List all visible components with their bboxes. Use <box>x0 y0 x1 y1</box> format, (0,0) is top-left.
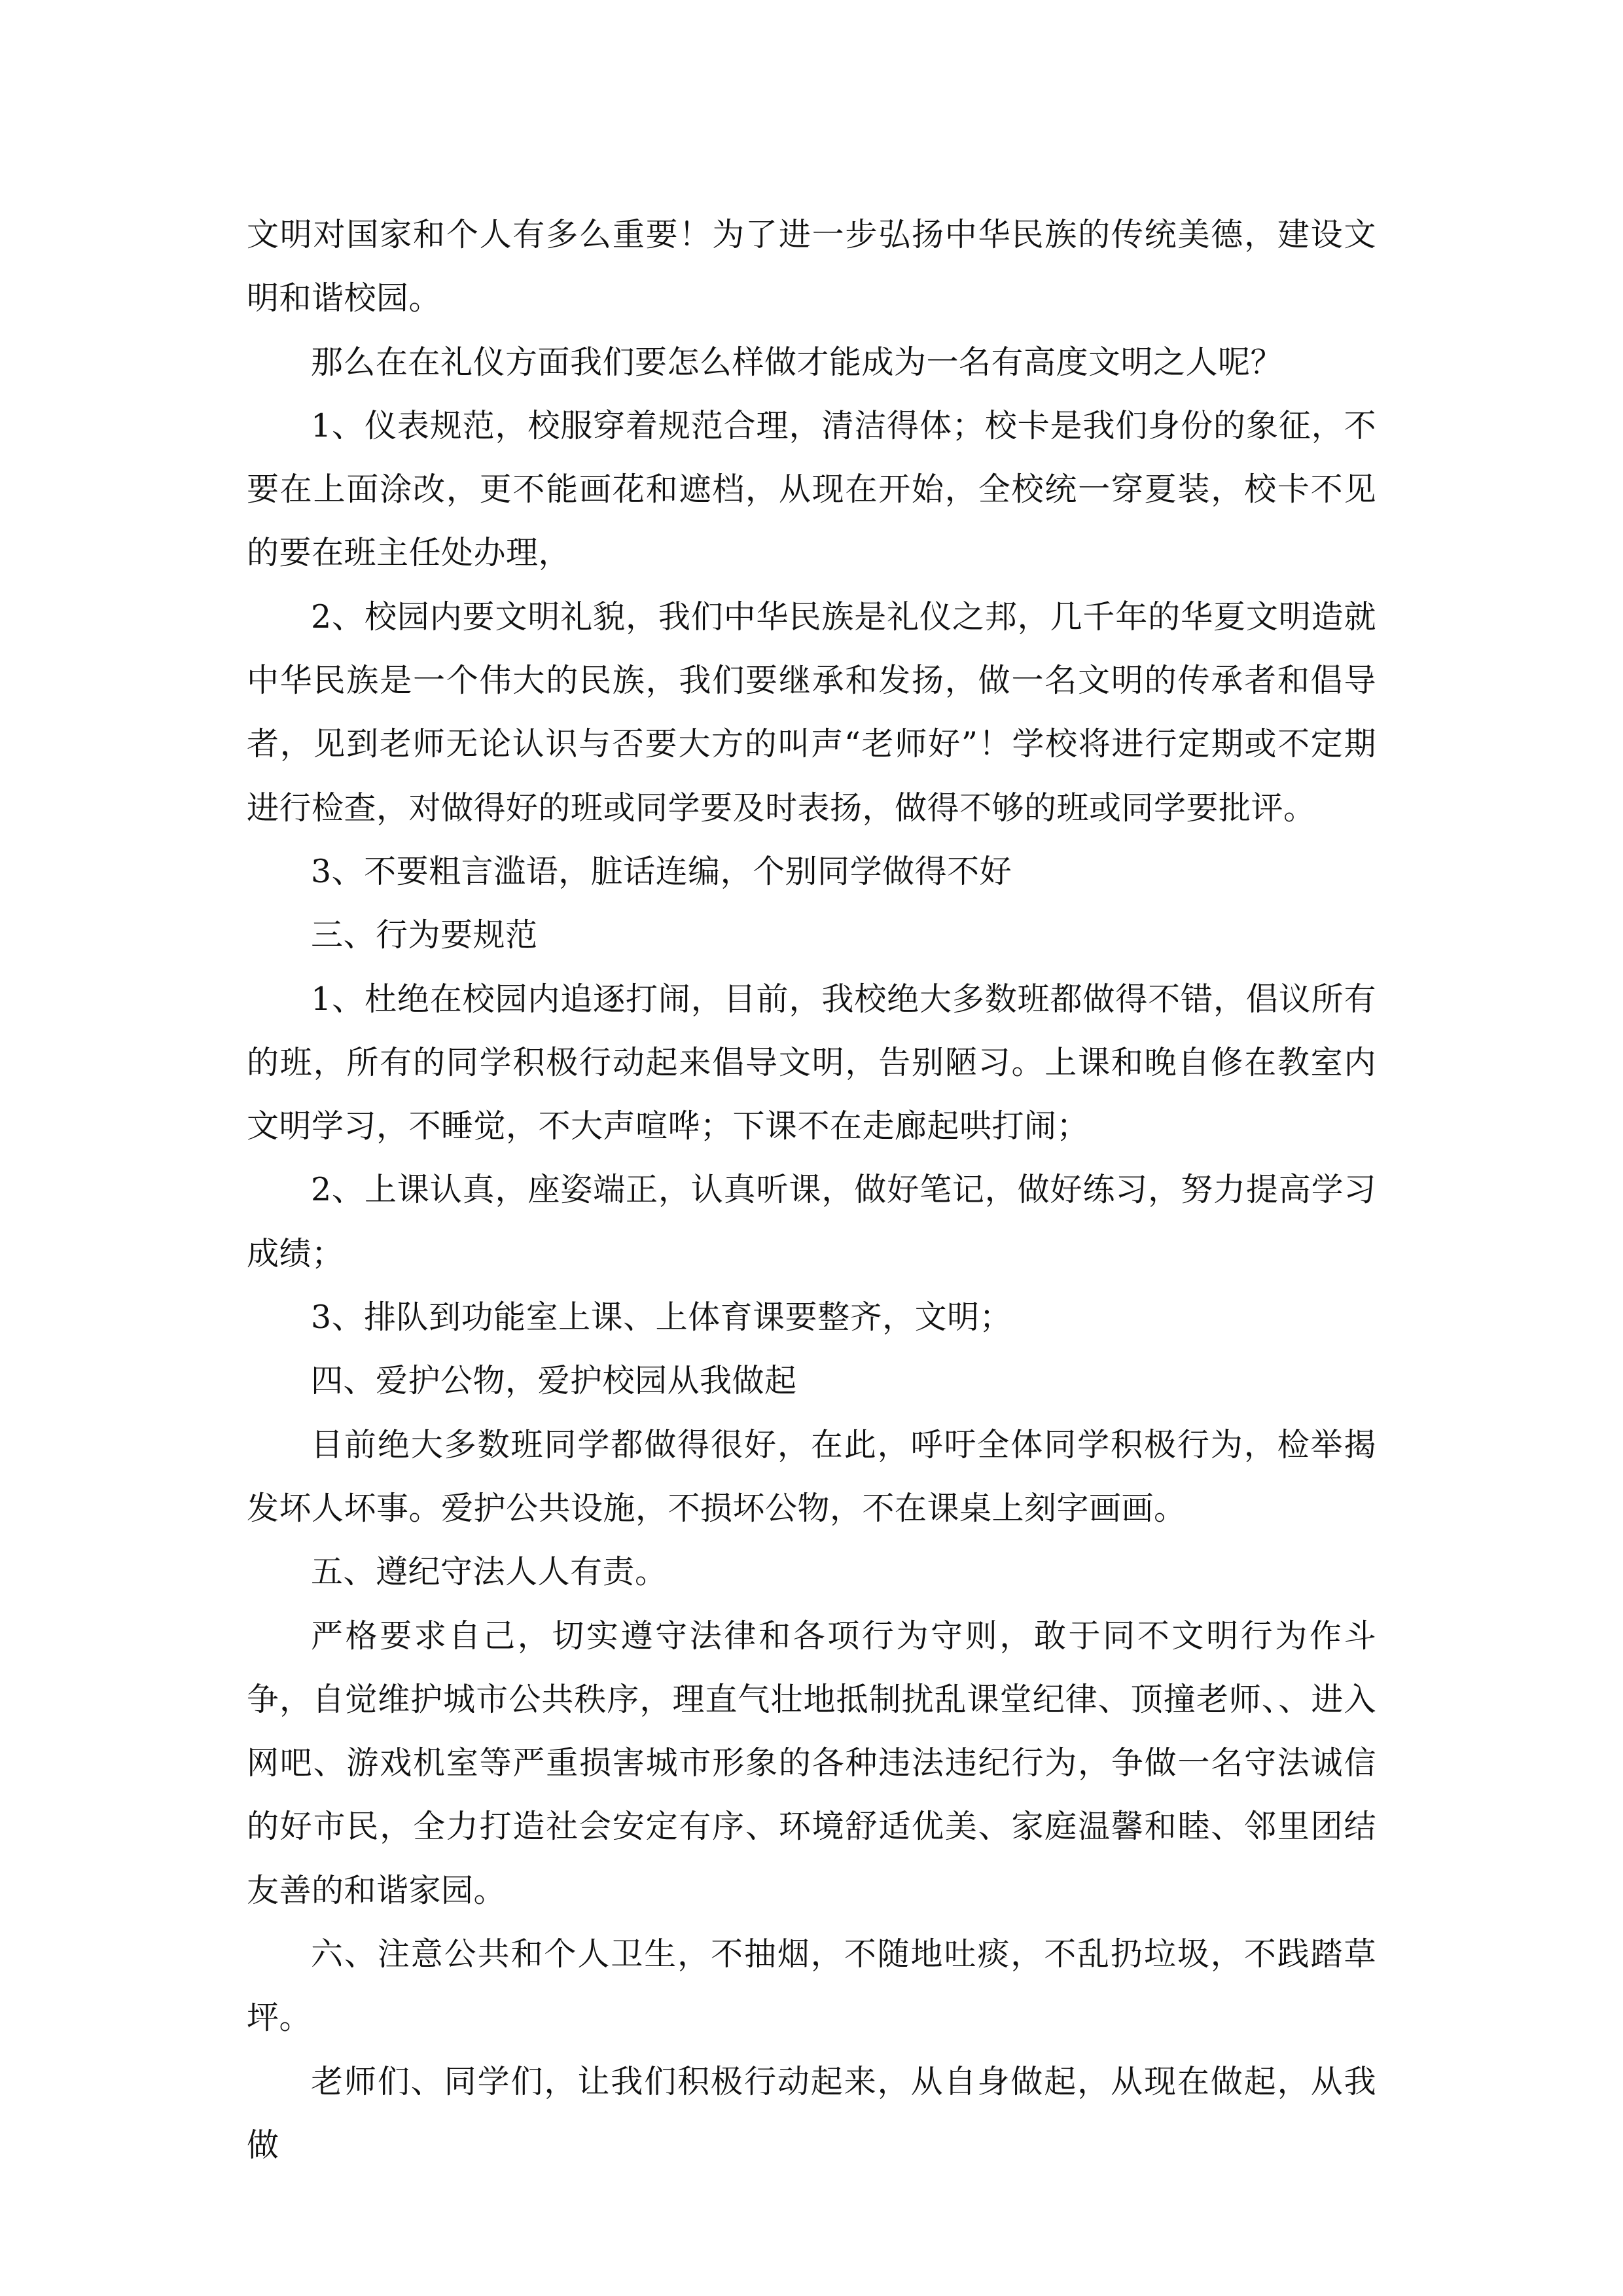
paragraph-item-appearance: 1、仪表规范，校服穿着规范合理，清洁得体；校卡是我们身份的象征，不要在上面涂改，更不能画花和遮档，从现在开始，全校统一穿夏装，校卡不见的要在班主任处办理， <box>247 406 1376 572</box>
paragraph-item-queue: 3、排队到功能室上课、上体育课要整齐，文明； <box>311 1299 1012 1336</box>
paragraph-item-no-chasing: 1、杜绝在校园内追逐打闹，目前，我校绝大多数班都做得不错，倡议所有的班，所有的同学积极行动起来倡导文明，告别陋习。上课和晚自修在教室内文明学习，不睡觉，不大声喧哗；下课不在走廊起哄打闹； <box>247 980 1376 1145</box>
section-heading-public-property: 四、爱护公物，爱护校园从我做起 <box>311 1362 797 1400</box>
section-heading-law: 五、遵纪守法人人有责。 <box>311 1553 668 1591</box>
paragraph-public-property: 目前绝大多数班同学都做得很好，在此，呼吁全体同学积极行为，检举揭发坏人坏事。爱护公共设施，不损坏公物，不在课桌上刻字画画。 <box>247 1426 1376 1527</box>
section-heading-behavior: 三、行为要规范 <box>311 916 538 954</box>
paragraph-item-language: 3、不要粗言滥语，脏话连编，个别同学做得不好 <box>311 852 1012 890</box>
paragraph-law: 严格要求自己，切实遵守法律和各项行为守则，敢于同不文明行为作斗争，自觉维护城市公共秩序，理直气壮地抵制扰乱课堂纪律、顶撞老师、、进入网吧、游戏机室等严重损害城市形象的各种违法违纪行为，争做一名守法诚信的好市民，全力打造社会安定有序、环境舒适优美、家庭温馨和睦、邻里团结友善的和谐家园。 <box>247 1617 1376 1909</box>
paragraph-intro-continuation: 文明对国家和个人有多么重要！为了进一步弘扬中华民族的传统美德，建设文明和谐校园。 <box>247 216 1376 317</box>
section-heading-hygiene: 六、注意公共和个人卫生，不抽烟，不随地吐痰，不乱扔垃圾，不践踏草坪。 <box>247 1935 1376 2037</box>
document-body <box>247 203 1376 2177</box>
paragraph-item-class-attention: 2、上课认真，座姿端正，认真听课，做好笔记，做好练习，努力提高学习成绩； <box>247 1171 1376 1272</box>
paragraph-question: 那么在在礼仪方面我们要怎么样做才能成为一名有高度文明之人呢？ <box>311 343 1283 381</box>
paragraph-item-courtesy: 2、校园内要文明礼貌，我们中华民族是礼仪之邦，几千年的华夏文明造就中华民族是一个伟大的民族，我们要继承和发扬，做一名文明的传承者和倡导者，见到老师无论认识与否要大方的叫声“老师好”！学校将进行定期或不定期进行检查，对做得好的班或同学要及时表扬，做得不够的班或同学要批评。 <box>247 598 1376 827</box>
paragraph-closing-call: 老师们、同学们，让我们积极行动起来，从自身做起，从现在做起，从我做 <box>247 2062 1376 2164</box>
